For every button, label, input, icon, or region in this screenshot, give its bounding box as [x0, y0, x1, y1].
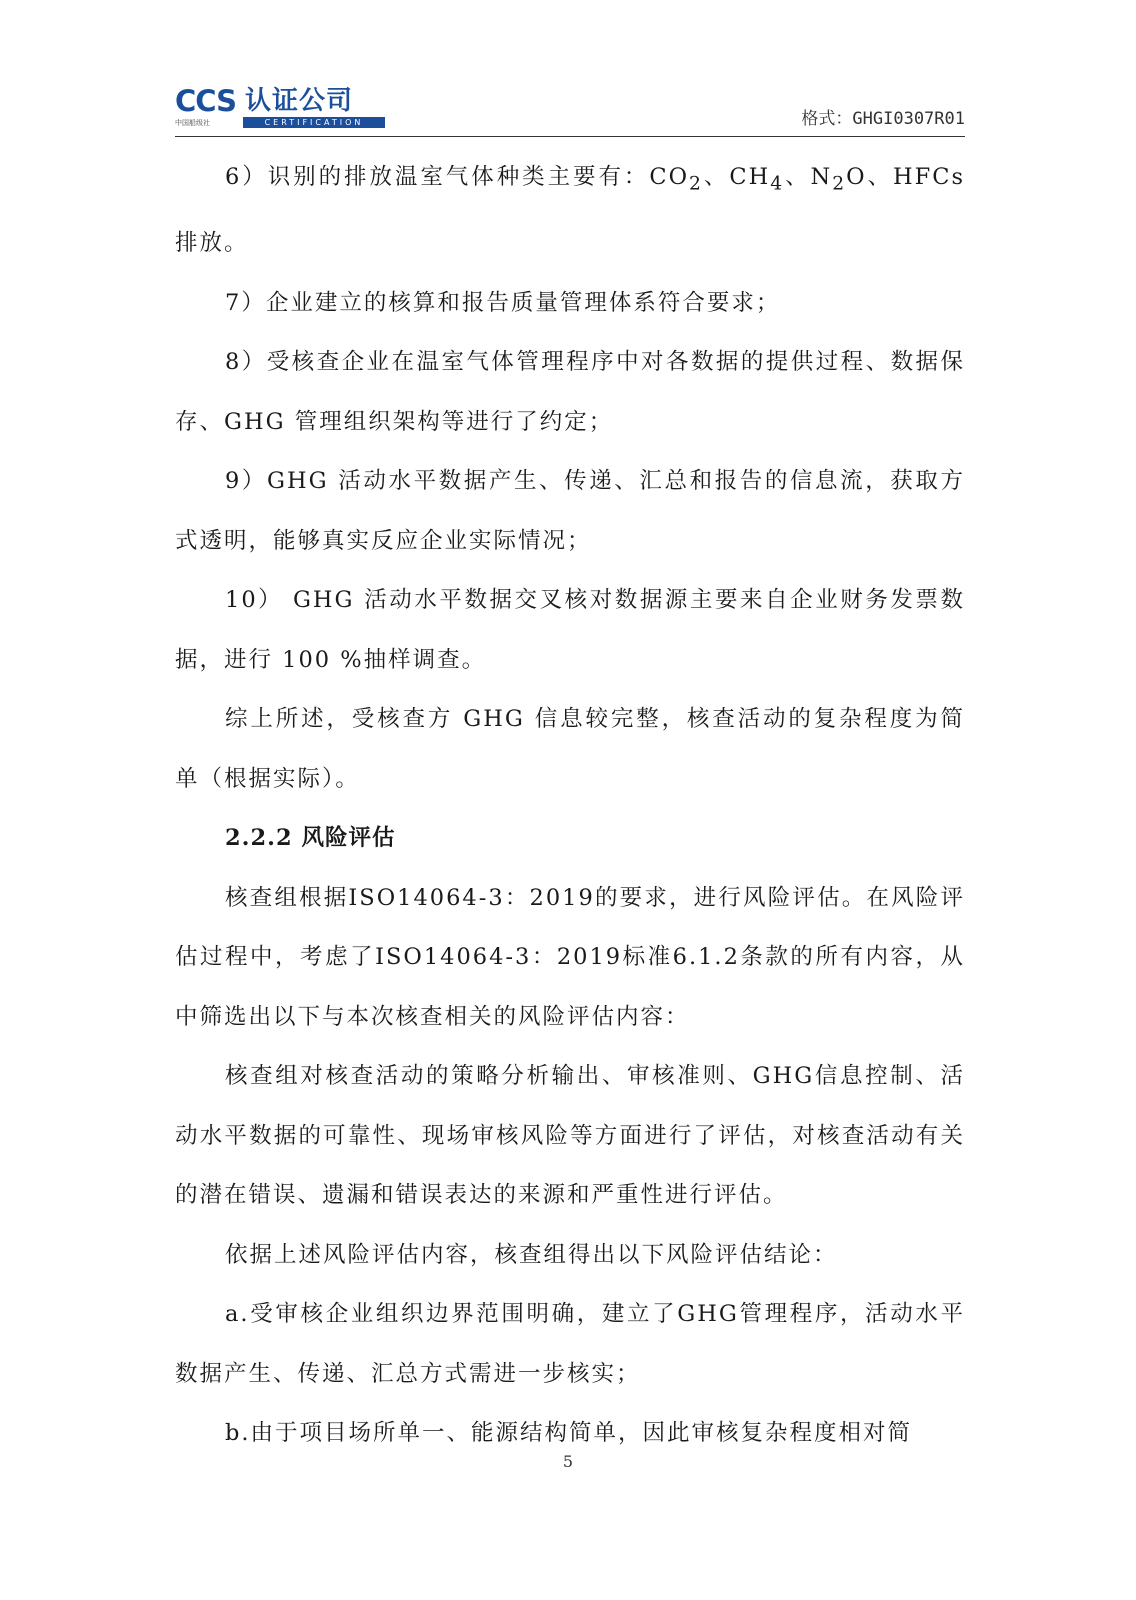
section-heading-risk-assessment: 2.2.2 风险评估 — [225, 825, 396, 851]
logo-chinese-text: 认证公司 — [245, 86, 354, 116]
ccs-certification-logo — [175, 86, 390, 130]
format-code: 格式：GHGI0307R01 — [801, 109, 965, 129]
paragraph-item-6: 6）识别的排放温室气体种类主要有：$CO_2$、$CH_4$、$N_2O$、HFCs排放。 — [175, 164, 965, 256]
document-body — [175, 148, 965, 1464]
page-header — [175, 86, 965, 134]
logo-ccs-text: CCS — [175, 84, 236, 118]
logo-subtitle: 中国船级社 — [175, 119, 210, 127]
header-divider — [175, 136, 965, 137]
paragraph-item-10: 10） GHG 活动水平数据交叉核对数据源主要来自企业财务发票数据，进行 100 %抽样调查。 — [175, 587, 965, 673]
paragraph-risk-scope: 核查组对核查活动的策略分析输出、审核准则、GHG信息控制、活动水平数据的可靠性、现场审核风险等方面进行了评估，对核查活动有关的潜在错误、遗漏和错误表达的来源和严重性进行评估。 — [175, 1063, 965, 1208]
paragraph-risk-intro: 核查组根据ISO14064-3：2019的要求，进行风险评估。在风险评估过程中，考虑了ISO14064-3：2019标准6.1.2条款的所有内容，从中筛选出以下与本次核查相关的风险评估内容： — [175, 884, 965, 1030]
paragraph-item-7: 7）企业建立的核算和报告质量管理体系符合要求； — [225, 289, 781, 316]
paragraph-risk-conclusion-intro: 依据上述风险评估内容，核查组得出以下风险评估结论： — [225, 1241, 838, 1268]
paragraph-summary: 综上所述，受核查方 GHG 信息较完整，核查活动的复杂程度为简单（根据实际）。 — [175, 706, 965, 792]
paragraph-conclusion-a: a.受审核企业组织边界范围明确，建立了GHG管理程序，活动水平数据产生、传递、汇总方式需进一步核实； — [175, 1301, 965, 1387]
logo-english-bar: CERTIFICATION — [243, 117, 385, 128]
page-number: 5 — [562, 1452, 574, 1471]
paragraph-item-8: 8）受核查企业在温室气体管理程序中对各数据的提供过程、数据保存、GHG 管理组织架构等进行了约定； — [175, 349, 965, 435]
paragraph-conclusion-b: b.由于项目场所单一、能源结构简单，因此审核复杂程度相对简 — [225, 1420, 913, 1446]
paragraph-item-9: 9）GHG 活动水平数据产生、传递、汇总和报告的信息流，获取方式透明，能够真实反应企业实际情况； — [175, 468, 965, 554]
